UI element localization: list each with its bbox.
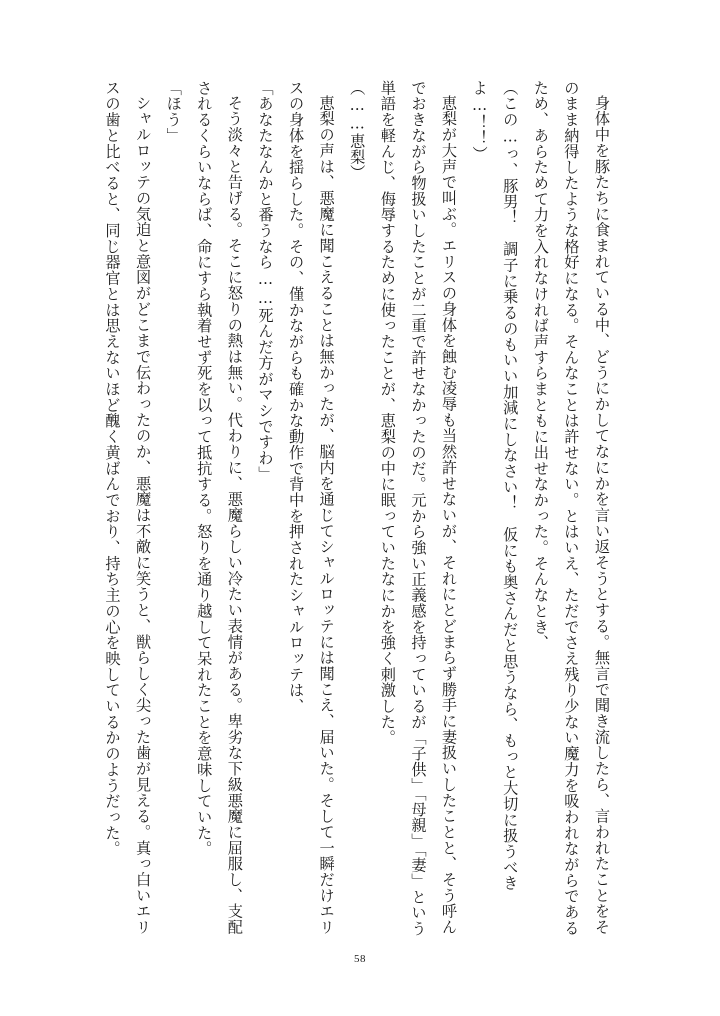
body-text xyxy=(87,80,617,940)
paragraph-narration-3: 恵梨の声は、悪魔に聞こえることは無かったが、脳内を通じてシャルロッテには聞こえ、届いた。そして一瞬だけエリスの身体を揺らした。その、僅かながらも確かな動作で背中を押されたシャルロッテは、 xyxy=(287,80,336,936)
paragraph-charlotte-thought: （……恵梨） xyxy=(348,80,367,181)
paragraph-eri-thought: （この…っ、豚男！ 調子に乗るのもいい加減にしなさい！ 仮にも奥さんだと思うなら、もっと大切に扱うべきよ…！！） xyxy=(470,80,520,892)
paragraph-narration-4: そう淡々と告げる。そこに怒りの熱は無い。代わりに、悪魔らしい冷たい表情がある。卑劣な下級悪魔に屈服し、支配されるくらいならば、命にすら執着せず死を以って抵抗する。怒りを通り越して呆れたことを意味していた。 xyxy=(195,80,244,936)
paragraph-demon-dialogue: 「ほう」 xyxy=(164,80,183,144)
paragraph-charlotte-dialogue: 「あなたなんかと番うなら……死んだ方がマシですわ」 xyxy=(256,80,275,482)
page-number: 58 xyxy=(354,953,366,965)
paragraph-narration-1: 身体中を豚たちに食まれている中、どうにかしてなにかを言い返そうとする。無言で聞き流したら、言われたことをそのまま納得したような格好になる。そんなことは許せない。とはいえ、ただでさえ残り少ない魔力を吸われながらであるため、あらためて力を入れなければ声すらまともに出せなかった。そんなとき、 xyxy=(531,80,611,936)
paragraph-narration-2: 恵梨が大声で叫ぶ。エリスの身体を蝕む凌辱も当然許せないが、それにとどまらず勝手に妻扱いしたことと、そう呼んでおきながら物扱いしたことが二重で許せなかったのだ。元から強い正義感を持っているが「子供」「母親」「妻」という単語を軽んじ、侮辱するために使ったことが、恵梨の中に眠っていたなにかを強く刺激した。 xyxy=(378,80,459,937)
paragraph-narration-5: シャルロッテの気迫と意図がどこまで伝わったのか、悪魔は不敵に笑うと、獣らしく尖った歯が見える。真っ白いエリスの歯と比べると、同じ器官とは思えないほど醜く黄ばんでおり、持ち主の心を映しているかのようだった。 xyxy=(103,80,153,936)
